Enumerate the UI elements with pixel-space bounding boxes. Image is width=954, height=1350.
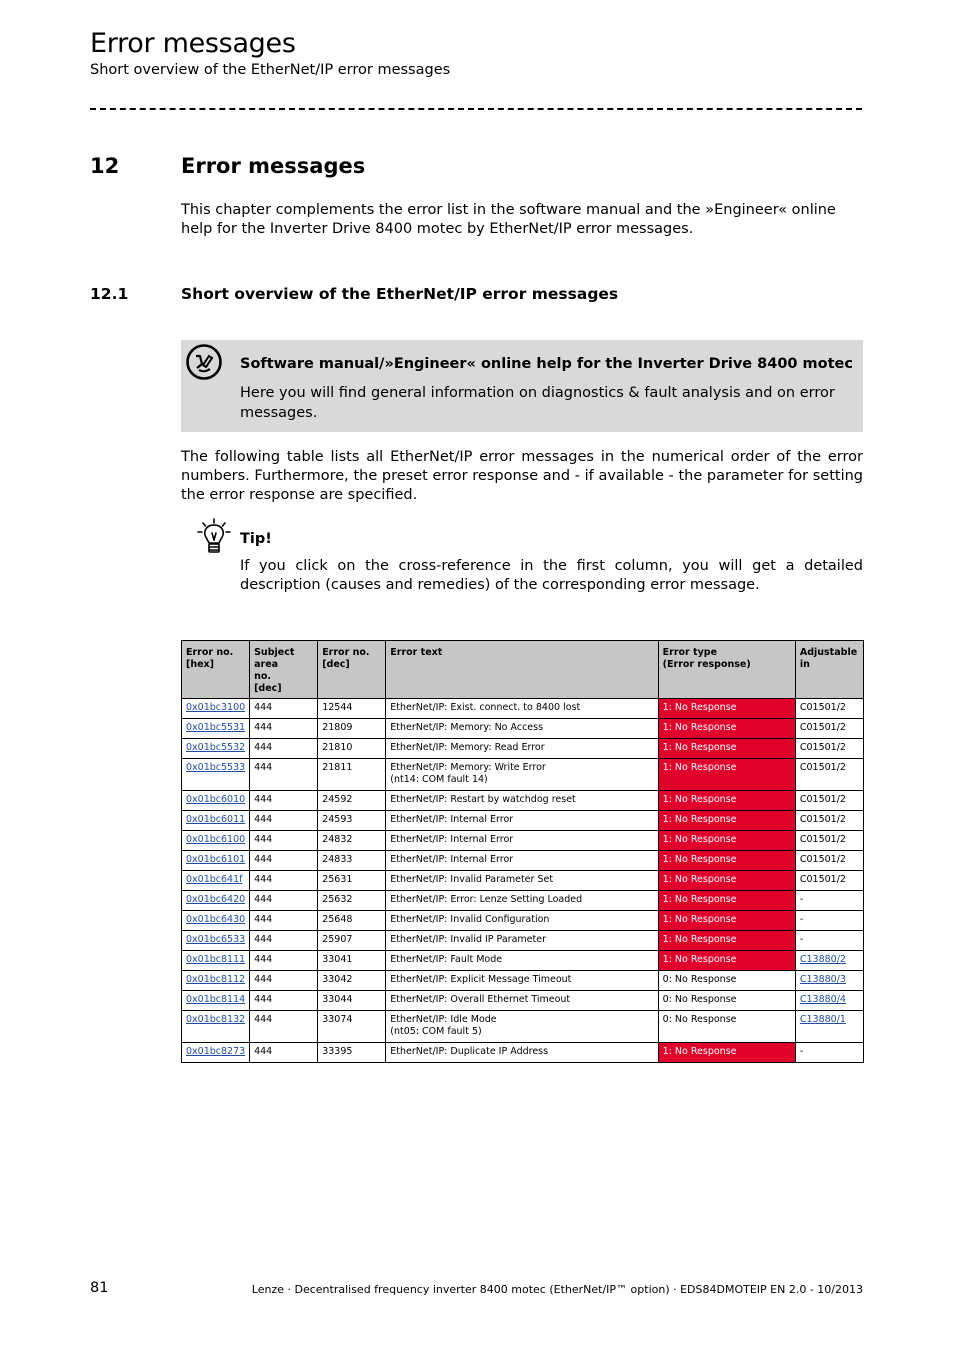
error-dec-cell: 25632: [318, 891, 386, 911]
error-dec-cell: 24833: [318, 851, 386, 871]
column-header-error-dec: Error no. [dec]: [318, 641, 386, 699]
error-reference-link[interactable]: 0x01bc5532: [186, 742, 246, 753]
error-dec-cell: 25631: [318, 871, 386, 891]
parameter-reference-link[interactable]: C13880/1: [799, 1014, 846, 1025]
table-row: [182, 911, 864, 931]
error-hex-cell: [182, 831, 250, 851]
error-reference-link[interactable]: 0x01bc5533: [186, 762, 246, 773]
subject-area-cell: 444: [250, 871, 318, 891]
error-reference-link[interactable]: 0x01bc6100: [186, 834, 246, 845]
error-text-cell: EtherNet/IP: Memory: Read Error: [386, 739, 658, 759]
header-divider: [90, 108, 862, 110]
error-type-cell: 0: No Response: [658, 971, 795, 991]
table-row: [182, 951, 864, 971]
error-hex-cell: [182, 951, 250, 971]
error-hex-cell: [182, 811, 250, 831]
table-row: [182, 1011, 864, 1043]
error-text-cell: EtherNet/IP: Invalid Configuration: [386, 911, 658, 931]
subject-area-cell: 444: [250, 851, 318, 871]
column-header-error-text: Error text: [386, 641, 658, 699]
error-dec-cell: 12544: [318, 699, 386, 719]
error-dec-cell: 33395: [318, 1043, 386, 1063]
table-row: [182, 891, 864, 911]
error-text-cell: EtherNet/IP: Memory: Write Error (nt14: COM fault 14): [386, 759, 658, 791]
error-dec-cell: 33041: [318, 951, 386, 971]
subject-area-cell: 444: [250, 931, 318, 951]
table-header-row: [182, 641, 864, 699]
table-row: [182, 759, 864, 791]
error-text-cell: EtherNet/IP: Exist. connect. to 8400 lost: [386, 699, 658, 719]
column-header-adjustable: Adjustable in: [795, 641, 863, 699]
error-hex-cell: [182, 891, 250, 911]
subject-area-cell: 444: [250, 811, 318, 831]
error-text-cell: EtherNet/IP: Internal Error: [386, 831, 658, 851]
parameter-reference-link[interactable]: C13880/3: [799, 974, 846, 985]
error-type-cell: 1: No Response: [658, 791, 795, 811]
adjustable-cell: -: [795, 891, 863, 911]
page-footer: Lenze · Decentralised frequency inverter 8400 motec (EtherNet/IP™ option) · EDS84DMOTEIP EN 2.0 - 10/2013: [251, 1283, 863, 1296]
error-type-cell: 1: No Response: [658, 891, 795, 911]
error-text-cell: EtherNet/IP: Idle Mode (nt05: COM fault 5): [386, 1011, 658, 1043]
note-heading: Software manual/»Engineer« online help for the Inverter Drive 8400 motec: [240, 356, 853, 372]
subject-area-cell: 444: [250, 739, 318, 759]
error-hex-cell: [182, 1011, 250, 1043]
error-hex-cell: [182, 971, 250, 991]
error-reference-link[interactable]: 0x01bc3100: [186, 702, 246, 713]
note-body: Here you will find general information on diagnostics & fault analysis and on error messages.: [240, 385, 835, 421]
error-dec-cell: 24832: [318, 831, 386, 851]
tip-heading: Tip!: [240, 531, 272, 547]
table-row: [182, 851, 864, 871]
column-header-subject-area: Subject area no. [dec]: [250, 641, 318, 699]
adjustable-cell: [795, 1011, 863, 1043]
error-type-cell: 1: No Response: [658, 739, 795, 759]
subject-area-cell: 444: [250, 1043, 318, 1063]
error-type-cell: 1: No Response: [658, 811, 795, 831]
error-text-cell: EtherNet/IP: Internal Error: [386, 851, 658, 871]
error-reference-link[interactable]: 0x01bc6420: [186, 894, 246, 905]
error-type-cell: 1: No Response: [658, 719, 795, 739]
error-reference-link[interactable]: 0x01bc6101: [186, 854, 246, 865]
error-text-cell: EtherNet/IP: Fault Mode: [386, 951, 658, 971]
error-text-cell: EtherNet/IP: Invalid IP Parameter: [386, 931, 658, 951]
error-dec-cell: 33044: [318, 991, 386, 1011]
error-type-cell: 1: No Response: [658, 759, 795, 791]
adjustable-cell: C01501/2: [795, 811, 863, 831]
column-header-error-hex: Error no. [hex]: [182, 641, 250, 699]
error-hex-cell: [182, 871, 250, 891]
chapter-title: Error messages: [181, 154, 366, 178]
error-type-cell: 1: No Response: [658, 831, 795, 851]
page-number: 81: [90, 1280, 109, 1296]
error-reference-link[interactable]: 0x01bc8114: [186, 994, 246, 1005]
table-intro-paragraph: The following table lists all EtherNet/IP error messages in the numerical order of the error numbers. Furthermore, the preset error response and - if available - the parameter for setting the error response are specified.: [181, 449, 863, 503]
parameter-reference-link[interactable]: C13880/4: [799, 994, 846, 1005]
error-hex-cell: [182, 931, 250, 951]
error-hex-cell: [182, 759, 250, 791]
lightbulb-tip-icon: [196, 518, 232, 556]
error-reference-link[interactable]: 0x01bc5531: [186, 722, 246, 733]
subject-area-cell: 444: [250, 891, 318, 911]
tip-body: If you click on the cross-reference in the first column, you will get a detailed description (causes and remedies) of the corresponding error message.: [240, 558, 863, 593]
subject-area-cell: 444: [250, 1011, 318, 1043]
error-type-cell: 1: No Response: [658, 851, 795, 871]
parameter-reference-link[interactable]: C13880/2: [799, 954, 846, 965]
subject-area-cell: 444: [250, 831, 318, 851]
error-hex-cell: [182, 911, 250, 931]
subject-area-cell: 444: [250, 971, 318, 991]
page-header-title: Error messages: [90, 28, 296, 59]
note-box: [181, 340, 863, 432]
error-dec-cell: 24592: [318, 791, 386, 811]
table-row: [182, 931, 864, 951]
error-type-cell: 1: No Response: [658, 1043, 795, 1063]
error-text-cell: EtherNet/IP: Duplicate IP Address: [386, 1043, 658, 1063]
error-reference-link[interactable]: 0x01bc8132: [186, 1014, 246, 1025]
error-reference-link[interactable]: 0x01bc6010: [186, 794, 246, 805]
error-text-cell: EtherNet/IP: Invalid Parameter Set: [386, 871, 658, 891]
chapter-intro: This chapter complements the error list in the software manual and the »Engineer« online help for the Inverter Drive 8400 motec by EtherNet/IP error messages.: [181, 202, 836, 237]
error-dec-cell: 33074: [318, 1011, 386, 1043]
error-dec-cell: 21809: [318, 719, 386, 739]
adjustable-cell: C01501/2: [795, 699, 863, 719]
adjustable-cell: [795, 991, 863, 1011]
adjustable-cell: -: [795, 931, 863, 951]
section-number: 12.1: [90, 285, 129, 303]
error-hex-cell: [182, 699, 250, 719]
adjustable-cell: -: [795, 911, 863, 931]
subject-area-cell: 444: [250, 759, 318, 791]
error-hex-cell: [182, 791, 250, 811]
error-text-cell: EtherNet/IP: Overall Ethernet Timeout: [386, 991, 658, 1011]
error-text-cell: EtherNet/IP: Error: Lenze Setting Loaded: [386, 891, 658, 911]
error-dec-cell: 24593: [318, 811, 386, 831]
table-row: [182, 719, 864, 739]
error-text-cell: EtherNet/IP: Explicit Message Timeout: [386, 971, 658, 991]
error-text-cell: EtherNet/IP: Memory: No Access: [386, 719, 658, 739]
error-reference-link[interactable]: 0x01bc8111: [186, 954, 246, 965]
error-hex-cell: [182, 719, 250, 739]
error-text-cell: EtherNet/IP: Restart by watchdog reset: [386, 791, 658, 811]
adjustable-cell: [795, 951, 863, 971]
adjustable-cell: C01501/2: [795, 851, 863, 871]
adjustable-cell: C01501/2: [795, 871, 863, 891]
adjustable-cell: -: [795, 1043, 863, 1063]
adjustable-cell: C01501/2: [795, 739, 863, 759]
subject-area-cell: 444: [250, 911, 318, 931]
page-header-subtitle: Short overview of the EtherNet/IP error messages: [90, 62, 451, 78]
error-reference-link[interactable]: 0x01bc6430: [186, 914, 246, 925]
subject-area-cell: 444: [250, 719, 318, 739]
error-type-cell: 1: No Response: [658, 951, 795, 971]
subject-area-cell: 444: [250, 991, 318, 1011]
error-type-cell: 1: No Response: [658, 871, 795, 891]
table-row: [182, 831, 864, 851]
error-type-cell: 1: No Response: [658, 931, 795, 951]
table-row: [182, 791, 864, 811]
error-type-cell: 1: No Response: [658, 699, 795, 719]
error-reference-link[interactable]: 0x01bc8112: [186, 974, 246, 985]
chapter-number: 12: [90, 154, 120, 178]
error-type-cell: 1: No Response: [658, 911, 795, 931]
table-row: [182, 1043, 864, 1063]
error-type-cell: 0: No Response: [658, 1011, 795, 1043]
subject-area-cell: 444: [250, 951, 318, 971]
error-dec-cell: 21810: [318, 739, 386, 759]
section-title: Short overview of the EtherNet/IP error messages: [181, 285, 619, 303]
column-header-error-type: Error type (Error response): [658, 641, 795, 699]
table-row: [182, 739, 864, 759]
error-hex-cell: [182, 851, 250, 871]
error-text-cell: EtherNet/IP: Internal Error: [386, 811, 658, 831]
error-type-cell: 0: No Response: [658, 991, 795, 1011]
error-dec-cell: 25648: [318, 911, 386, 931]
table-row: [182, 871, 864, 891]
manual-reference-icon: [185, 343, 223, 381]
error-dec-cell: 33042: [318, 971, 386, 991]
adjustable-cell: C01501/2: [795, 759, 863, 791]
error-dec-cell: 21811: [318, 759, 386, 791]
subject-area-cell: 444: [250, 699, 318, 719]
error-hex-cell: [182, 991, 250, 1011]
error-dec-cell: 25907: [318, 931, 386, 951]
table-row: [182, 971, 864, 991]
adjustable-cell: [795, 971, 863, 991]
error-reference-link[interactable]: 0x01bc6533: [186, 934, 246, 945]
table-row: [182, 699, 864, 719]
error-messages-table: [181, 640, 864, 1063]
table-body: [182, 699, 864, 1063]
adjustable-cell: C01501/2: [795, 831, 863, 851]
table-row: [182, 811, 864, 831]
error-hex-cell: [182, 739, 250, 759]
error-reference-link[interactable]: 0x01bc6011: [186, 814, 246, 825]
error-reference-link[interactable]: 0x01bc641f: [186, 874, 243, 885]
error-reference-link[interactable]: 0x01bc8273: [186, 1046, 246, 1057]
subject-area-cell: 444: [250, 791, 318, 811]
adjustable-cell: C01501/2: [795, 719, 863, 739]
error-hex-cell: [182, 1043, 250, 1063]
adjustable-cell: C01501/2: [795, 791, 863, 811]
table-row: [182, 991, 864, 1011]
